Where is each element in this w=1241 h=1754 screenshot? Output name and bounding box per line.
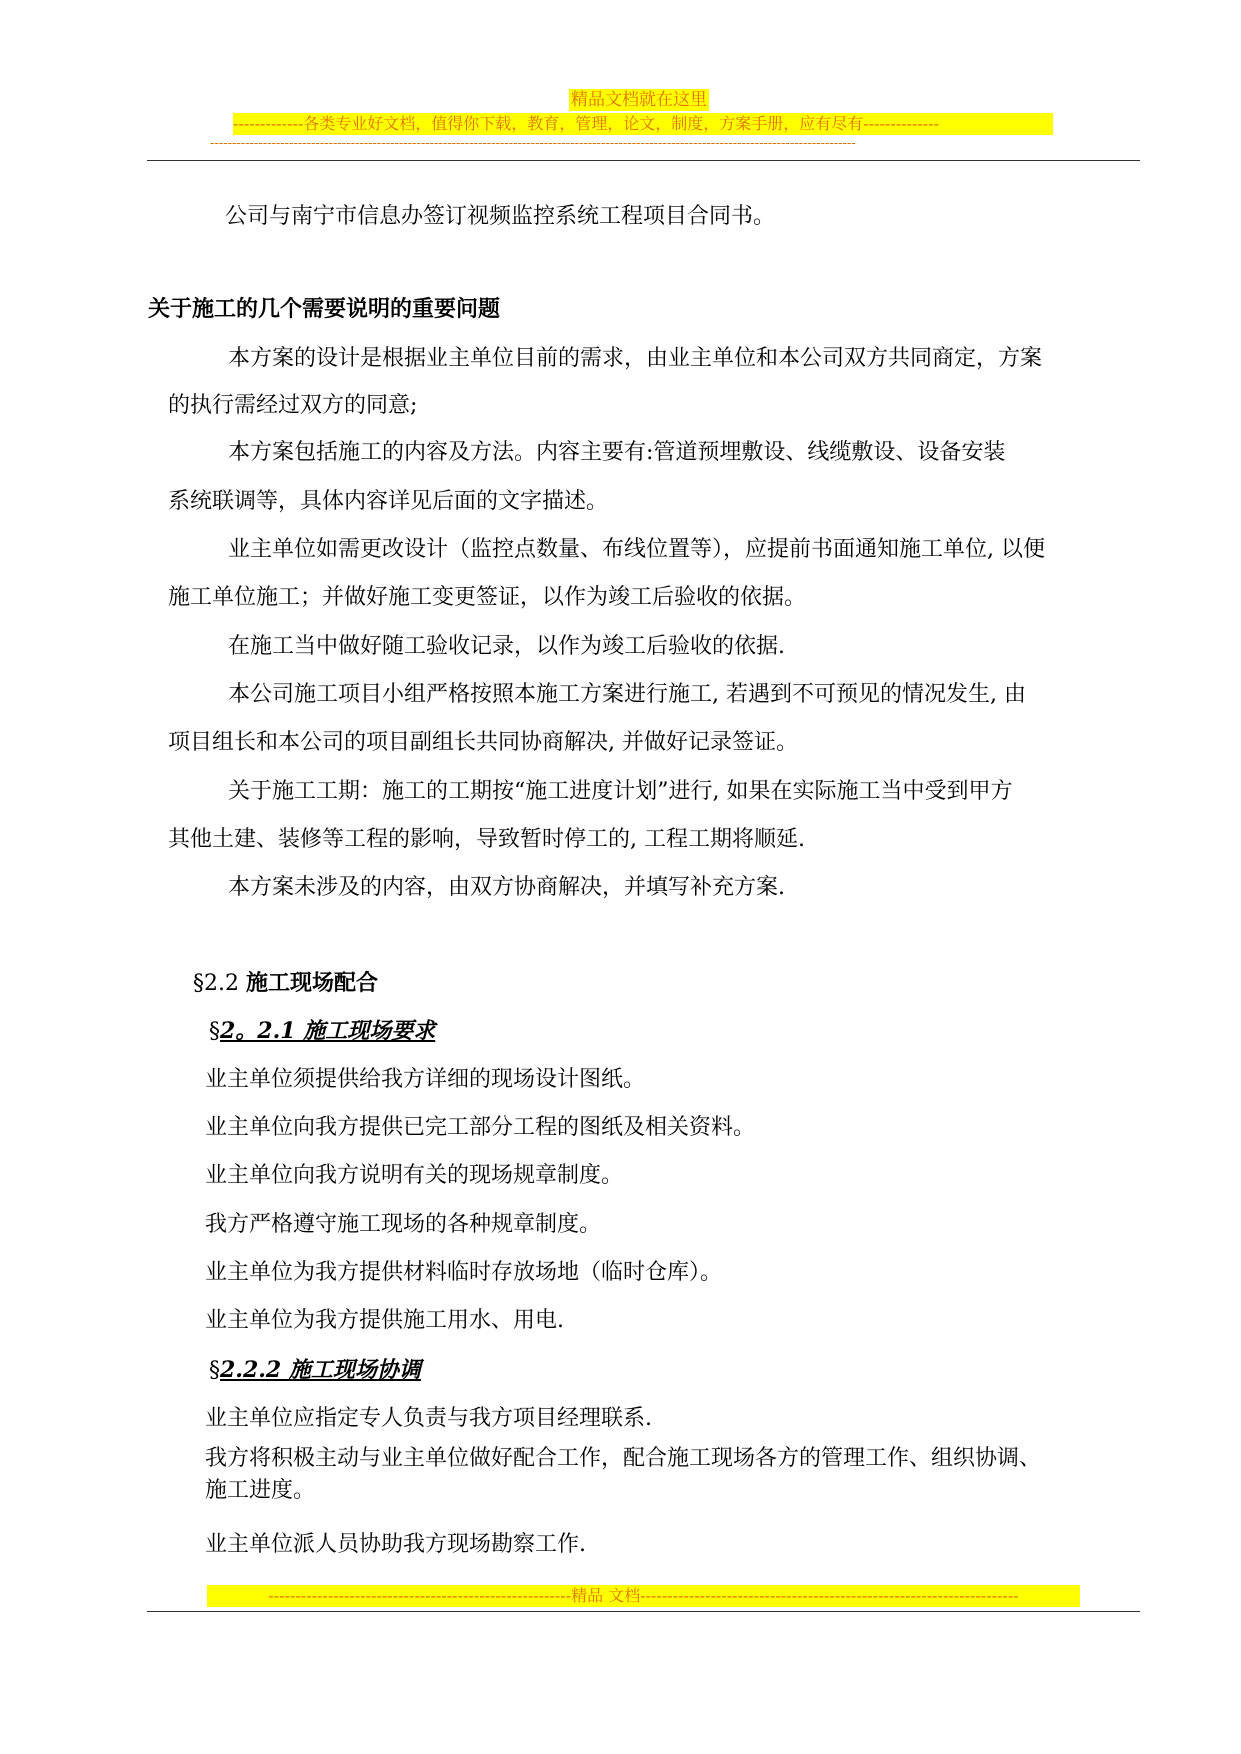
section-2-2-title: 施工现场配合 bbox=[245, 971, 378, 996]
section-2-2-2-title: 2.2.2 施工现场协调 bbox=[220, 1357, 421, 1383]
paragraph-3-line-2: 施工单位施工；并做好施工变更签证，以作为竣工后验收的依据。 bbox=[168, 585, 807, 610]
header-dashes: --------------------------------------------------------------------------------------------------------------------------------------------------- bbox=[210, 136, 856, 151]
section-2-2-number: §2.2 bbox=[193, 971, 246, 996]
requirement-item: 业主单位为我方提供施工用水、用电. bbox=[205, 1308, 564, 1333]
footer-rule bbox=[147, 1611, 1140, 1612]
paragraph-2-line-1: 本方案包括施工的内容及方法。内容主要有:管道预埋敷设、线缆敷设、设备安装 bbox=[228, 440, 1006, 465]
requirement-item: 业主单位向我方说明有关的现场规章制度。 bbox=[205, 1163, 624, 1188]
paragraph-3-line-1: 业主单位如需更改设计（监控点数量、布线位置等），应提前书面通知施工单位, 以便 bbox=[228, 537, 1045, 562]
paragraph-6-line-2: 其他土建、装修等工程的影响，导致暂时停工的, 工程工期将顺延. bbox=[168, 827, 805, 852]
header-title: 精品文档就在这里 bbox=[571, 90, 707, 110]
section-2-2-1-mark: § bbox=[209, 1019, 220, 1044]
header-rule bbox=[147, 160, 1140, 161]
section-2-2-2-mark: § bbox=[209, 1358, 220, 1383]
intro-paragraph: 公司与南宁市信息办签订视频监控系统工程项目合同书。 bbox=[225, 204, 776, 229]
paragraph-4: 在施工当中做好随工验收记录，以作为竣工后验收的依据. bbox=[228, 634, 785, 659]
requirement-item: 业主单位向我方提供已完工部分工程的图纸及相关资料。 bbox=[205, 1115, 756, 1140]
paragraph-2-line-2: 系统联调等，具体内容详见后面的文字描述。 bbox=[168, 489, 609, 514]
paragraph-5-line-2: 项目组长和本公司的项目副组长共同协商解决, 并做好记录签证。 bbox=[168, 730, 798, 755]
paragraph-5-line-1: 本公司施工项目小组严格按照本施工方案进行施工, 若遇到不可预见的情况发生, 由 bbox=[228, 682, 1026, 707]
coordination-item: 业主单位派人员协助我方现场勘察工作. bbox=[205, 1532, 586, 1557]
requirement-item: 业主单位须提供给我方详细的现场设计图纸。 bbox=[205, 1067, 646, 1092]
paragraph-6-line-1: 关于施工工期：施工的工期按“施工进度计划”进行, 如果在实际施工当中受到甲方 bbox=[228, 779, 1013, 804]
requirement-item: 我方严格遵守施工现场的各种规章制度。 bbox=[205, 1212, 602, 1237]
header-tagline: -------------各类专业好文档，值得你下载，教育，管理，论文，制度，方案手册，应有尽有-------------- bbox=[233, 113, 1053, 135]
footer-banner: --------------------------------------------------------精品 文档---------------------------------------------------------------------- bbox=[207, 1585, 1080, 1607]
paragraph-7: 本方案未涉及的内容，由双方协商解决，并填写补充方案. bbox=[228, 875, 785, 900]
section-2-2-heading bbox=[193, 969, 378, 999]
section-2-2-2-heading bbox=[209, 1355, 421, 1386]
requirement-item: 业主单位为我方提供材料临时存放场地（临时仓库）。 bbox=[205, 1260, 723, 1285]
coordination-item-line-1: 我方将积极主动与业主单位做好配合工作，配合施工现场各方的管理工作、组织协调、 bbox=[205, 1446, 1042, 1471]
paragraph-1-line-1: 本方案的设计是根据业主单位目前的需求，由业主单位和本公司双方共同商定，方案 bbox=[228, 346, 1043, 371]
section-2-2-1-heading bbox=[209, 1016, 435, 1047]
coordination-item: 业主单位应指定专人负责与我方项目经理联系. bbox=[205, 1406, 652, 1431]
section-2-2-1-title: 2。2.1 施工现场要求 bbox=[220, 1018, 436, 1044]
coordination-item-line-2: 施工进度。 bbox=[205, 1478, 316, 1503]
section-heading: 关于施工的几个需要说明的重要问题 bbox=[148, 297, 501, 322]
paragraph-1-line-2: 的执行需经过双方的同意; bbox=[168, 393, 418, 418]
